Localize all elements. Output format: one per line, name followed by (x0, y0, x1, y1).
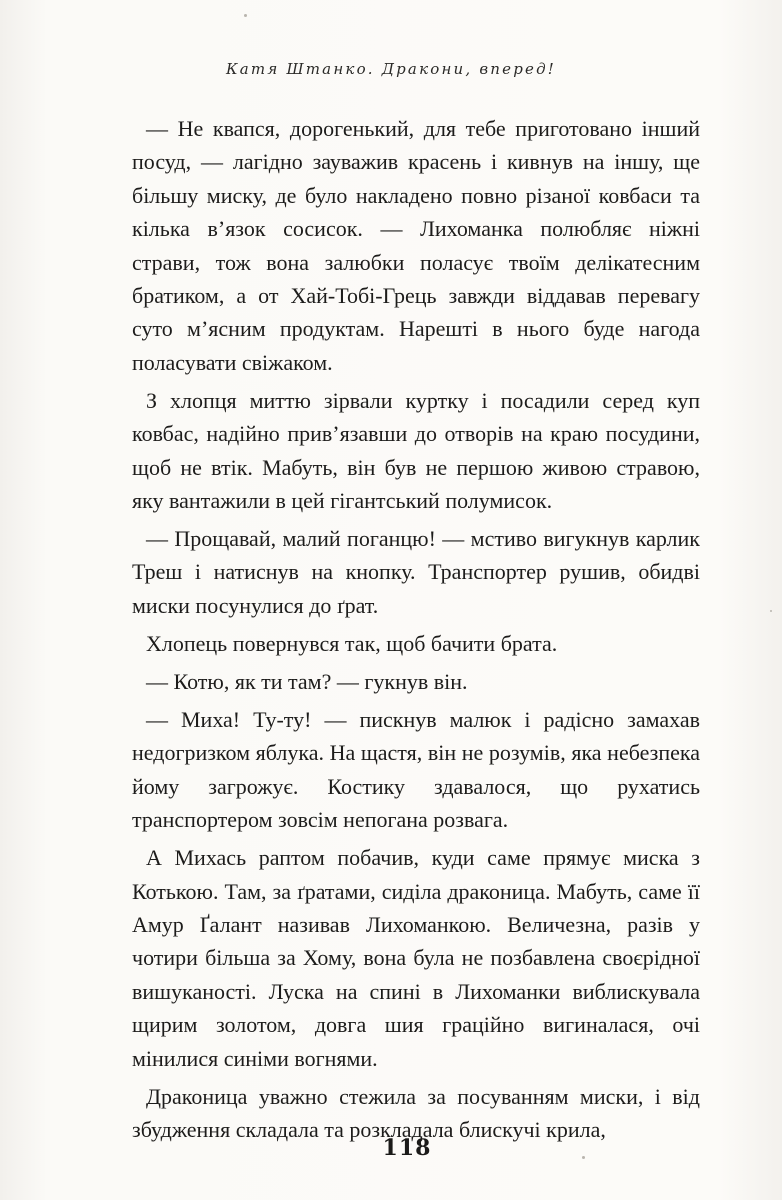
page-number: 118 (382, 1135, 432, 1161)
paragraph: — Котю, як ти там? — гукнув він. (146, 668, 468, 694)
paragraph: — Прощавай, малий поганцю! — мстиво вигукнув карлик Треш і натиснув на кнопку. Транспортер рушив, обидві миски посунулися до ґрат. (132, 526, 700, 618)
paragraph: Хлопець повернувся так, щоб бачити брата. (146, 630, 558, 656)
paragraph: З хлопця миттю зірвали куртку і посадили серед куп ковбас, надійно прив’язавши до отворів на краю посудини, щоб не втік. Мабуть, він був не першою живою стравою, яку вантажили в цей гігантський полумисок. (132, 387, 700, 514)
paragraph: — Миха! Ту-ту! — пискнув малюк і радісно замахав недогризком яблука. На щастя, він не розумів, яка небезпека йому загрожує. Костику здавалося, що рухатись транспортером зовсім непогана розвага. (132, 706, 700, 833)
body-text (132, 112, 700, 1151)
paragraph: Драконица уважно стежила за посуванням миски, і від збудження складала та розкладала блискучі крила, (132, 1083, 700, 1142)
paper-speck (244, 14, 247, 17)
paper-speck (582, 1156, 585, 1159)
paragraph: — Не квапся, дорогенький, для тебе приготовано інший посуд, — лагідно зауважив красень і кивнув на іншу, ще більшу миску, де було накладено повно різаної ковбаси та кілька в’язок сосисок. — Лихоманка полюбляє ніжні страви, тож вона залюбки поласує твоїм делікатесним братиком, а от Хай-Тобі-Грець завжди віддавав перевагу суто м’ясним продуктам. Нарешті в нього буде нагода поласувати свіжаком. (132, 116, 700, 375)
paragraph: А Михась раптом побачив, куди саме прямує миска з Котькою. Там, за ґратами, сиділа драконица. Мабуть, саме її Амур Ґалант називав Лихоманкою. Величезна, разів у чотири більша за Хому, вона була не позбавлена своєрідної вишуканості. Луска на спині в Лихоманки виблискувала щирим золотом, довга шия граційно вигиналася, очі мінилися синіми вогнями. (132, 845, 700, 1071)
running-header: Катя Штанко. Дракони, вперед! (225, 60, 557, 78)
paper-speck (770, 610, 772, 612)
